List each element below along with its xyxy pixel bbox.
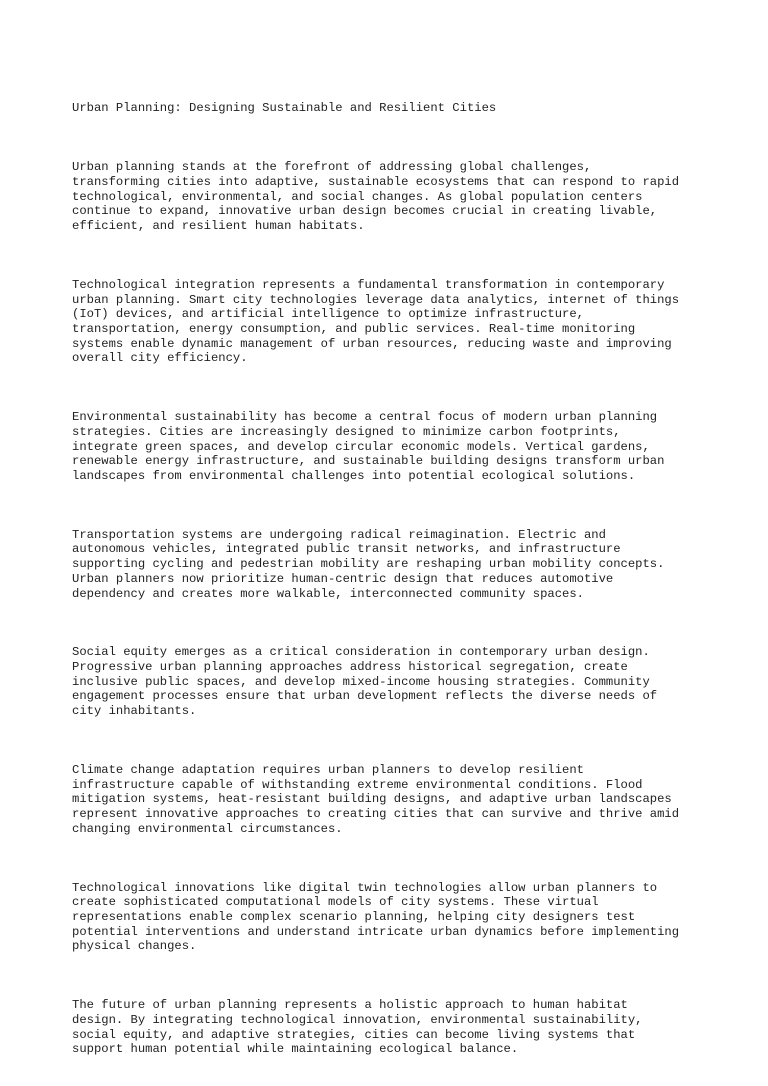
paragraph: Climate change adaptation requires urban planners to develop resilient infrastructure capable of withstanding extreme environmental conditions. Flood mitigation systems, heat-resistant building designs, and adaptive urban landscapes represent innovative approaches to creating cities that can survive and thrive amid changing environmental circumstances. [72, 762, 680, 836]
paragraph: Social equity emerges as a critical consideration in contemporary urban design. Progressive urban planning approaches address historical segregation, create inclusive public spaces, and develop mixed-income housing strategies. Community engagement processes ensure that urban development reflects the diverse needs of city inhabitants. [72, 645, 658, 719]
document-page [72, 72, 712, 1086]
paragraph: Transportation systems are undergoing radical reimagination. Electric and autonomous vehicles, integrated public transit networks, and infrastructure supporting cycling and pedestrian mobility are reshaping urban mobility concepts. Urban planners now prioritize human-centric design that reduces automotive dependency and creates more walkable, interconnected community spaces. [72, 527, 665, 601]
document-title: Urban Planning: Designing Sustainable and Resilient Cities [72, 101, 497, 116]
paragraph: The future of urban planning represents a holistic approach to human habitat design. By integrating technological innovation, environmental sustainability, social equity, and adaptive strategies, cities can become living systems that support human potential while maintaining ecological balance. [72, 998, 643, 1057]
paragraph: Technological innovations like digital twin technologies allow urban planners to create sophisticated computational models of city systems. These virtual representations enable complex scenario planning, helping city designers test potential interventions and understand intricate urban dynamics before implementing physical changes. [72, 880, 680, 954]
paragraph: Technological integration represents a fundamental transformation in contemporary urban planning. Smart city technologies leverage data analytics, internet of things (IoT) devices, and artificial intelligence to optimize infrastructure, transportation, energy consumption, and public services. Real-time monitoring systems enable dynamic management of urban resources, reducing waste and improving overall city efficiency. [72, 277, 680, 366]
paragraph: Environmental sustainability has become a central focus of modern urban planning strategies. Cities are increasingly designed to minimize carbon footprints, integrate green spaces, and develop circular economic models. Vertical gardens, renewable energy infrastructure, and sustainable building designs transform urban landscapes from environmental challenges into potential ecological solutions. [72, 410, 665, 483]
paragraph: Urban planning stands at the forefront of addressing global challenges, transforming cities into adaptive, sustainable ecosystems that can respond to rapid technological, environmental, and social changes. As global population centers continue to expand, innovative urban design becomes crucial in creating livable, efficient, and resilient human habitats. [72, 160, 680, 234]
